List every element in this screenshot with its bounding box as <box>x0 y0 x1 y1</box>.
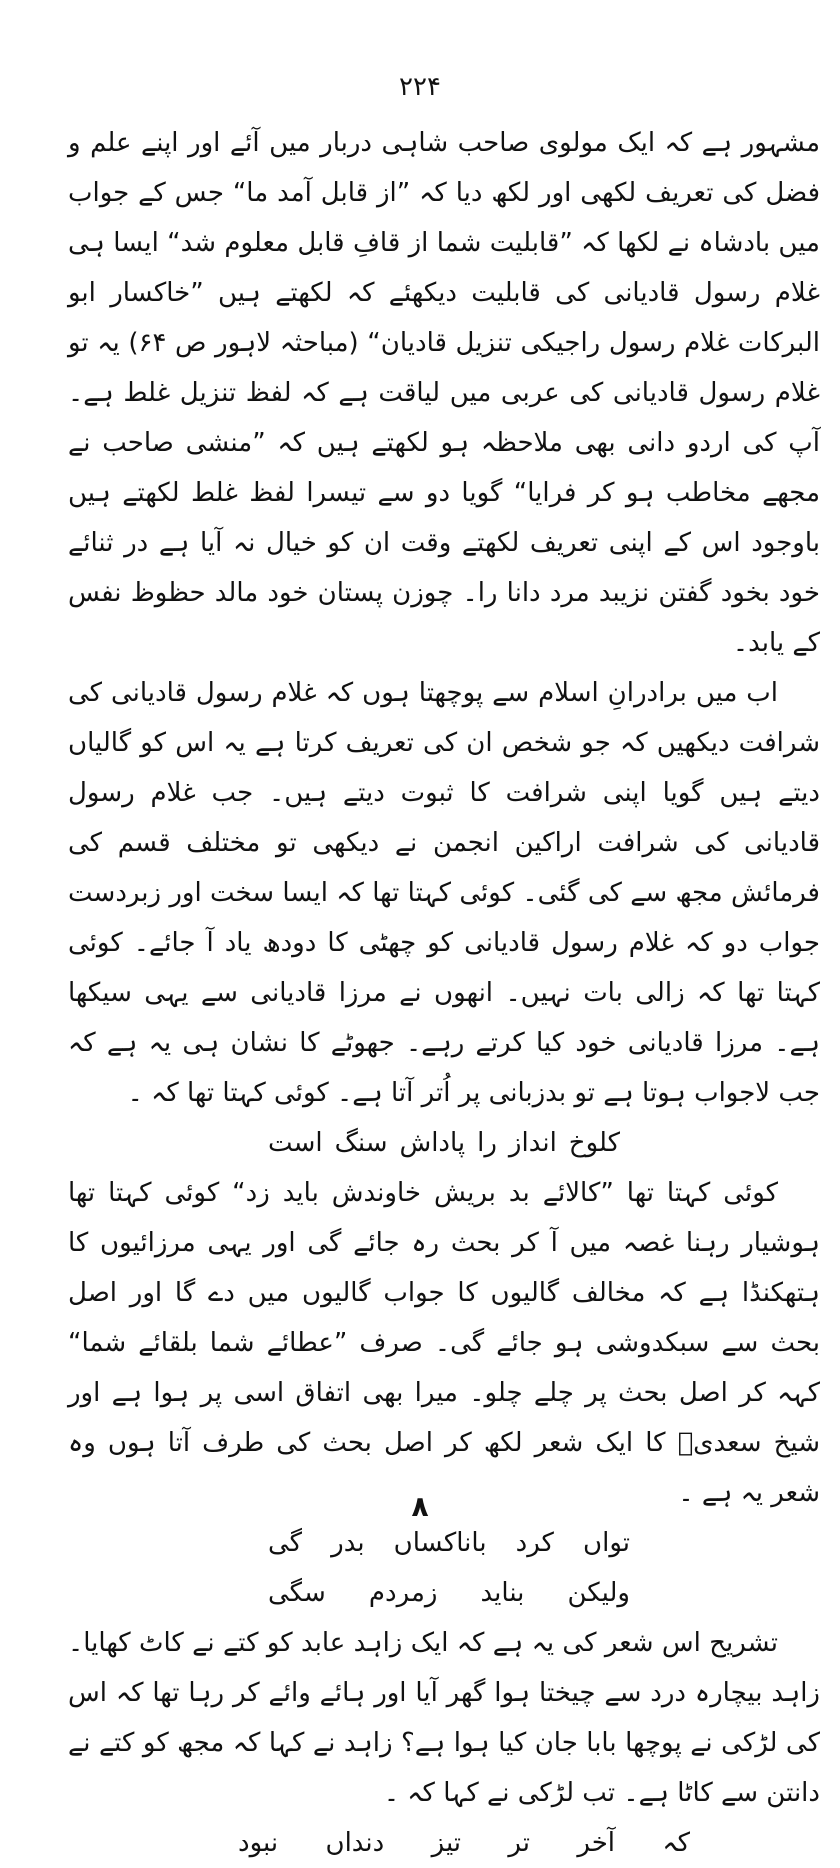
paragraph-3: کوئی کہتا تھا ”کالائے بد بریش خاوندش باید زد“ کوئی کہتا تھا ہوشیار رہنا غصہ میں آ کر بحث رہ جائے گی اور یہی مرزائیوں کا ہتھکنڈا ہے کہ مخالف گالیوں کا جواب گالیوں میں دے گا اور اصل بحث سے سبکدوشی ہو جائے گی۔ صرف ”عطائے شما بلقائے شما“ کہہ کر اصل بحث پر چلے چلو۔ میرا بھی اتفاق اسی پر ہوا ہے اور شیخ سعدیؒ کا ایک شعر لکھ کر اصل بحث کی طرف آتا ہوں وہ شعر یہ ہے ۔ <box>68 1178 820 1508</box>
footer-number: ۸ <box>411 1490 429 1523</box>
verse-word: انداز <box>508 1128 557 1158</box>
verse-line-1 <box>68 1118 820 1168</box>
verse-word: سنگ <box>334 1128 388 1158</box>
verse-word: بناید <box>480 1578 525 1608</box>
verse-word: کرد <box>515 1528 554 1558</box>
verse-word: پاداش <box>399 1128 466 1158</box>
verse-word: کہ <box>662 1828 690 1858</box>
paragraph-1: مشہور ہے کہ ایک مولوی صاحب شاہی دربار میں آئے اور اپنے علم و فضل کی تعریف لکھی اور لکھ دیا کہ ”از قابل آمد ما“ جس کے جواب میں بادشاہ نے لکھا کہ ”قابلیت شما از قافِ قابل معلوم شد“ ایسا ہی غلام رسول قادیانی کی قابلیت دیکھئے کہ لکھتے ہیں ”خاکسار ابو البرکات غلام رسول راجیکی تنزیل قادیان“ (مباحثہ لاہور ص ۶۴) یہ تو غلام رسول قادیانی کی عربی میں لیاقت ہے کہ لفظ تنزیل غلط ہے۔ آپ کی اردو دانی بھی ملاحظہ ہو لکھتے ہیں کہ ”منشی صاحب نے مجھے مخاطب ہو کر فرایا“ گویا دو سے تیسرا لفظ غلط لکھتے ہیں باوجود اس کے اپنی تعریف لکھتے وقت ان کو خیال نہ آیا ہے در ثنائے خود بخود گفتن نزیبد مرد دانا را۔ چوزن پستان خود مالد حظوظ نفس کے یابد۔ <box>68 128 820 658</box>
verse-word: آخر <box>577 1828 616 1858</box>
verse-word: زمردم <box>368 1578 438 1608</box>
verse-word: دنداں <box>325 1828 385 1858</box>
verse-word: ولیکن <box>567 1578 630 1608</box>
paragraph-2: اب میں برادرانِ اسلام سے پوچھتا ہوں کہ غلام رسول قادیانی کی شرافت دیکھیں کہ جو شخص ان کی تعریف کرتا ہے یہ اس کو گالیاں دیتے ہیں گویا اپنی شرافت کا ثبوت دیتے ہیں۔ جب غلام رسول قادیانی کی شرافت اراکین انجمن نے دیکھی تو مختلف قسم کی فرمائش مجھ سے کی گئی۔ کوئی کہتا تھا کہ ایسا سخت اور زبردست جواب دو کہ غلام رسول قادیانی کو چھٹی کا دودھ یاد آ جائے۔ کوئی کہتا تھا کہ زالی بات نہیں۔ انھوں نے مرزا قادیانی سے یہی سیکھا ہے۔ مرزا قادیانی خود کیا کرتے رہے۔ جھوٹے کا نشان ہی یہ ہے کہ جب لاجواب ہوتا ہے تو بدزبانی پر اُتر آتا ہے۔ کوئی کہتا تھا کہ ۔ <box>68 678 820 1108</box>
verse-word: تواں <box>583 1528 630 1558</box>
page-number: ۲۲۴ <box>399 72 441 102</box>
verse-word: تیز <box>431 1828 462 1858</box>
verse-word: کلوخ <box>568 1128 620 1158</box>
verse-line-3 <box>68 1568 820 1618</box>
verse-word: بدر <box>331 1528 365 1558</box>
verse-word: را <box>477 1128 497 1158</box>
verse-word: است <box>268 1128 323 1158</box>
verse-word: گی <box>268 1528 303 1558</box>
verse-word: باناکساں <box>393 1528 487 1558</box>
verse-word: نبود <box>238 1828 279 1858</box>
verse-line-2 <box>68 1518 820 1568</box>
verse-word: تر <box>508 1828 530 1858</box>
verse-word: سگی <box>268 1578 326 1608</box>
paragraph-4: تشریح اس شعر کی یہ ہے کہ ایک زاہد عابد کو کتے نے کاٹ کھایا۔ زاہد بیچارہ درد سے چیختا ہوا گھر آیا اور ہائے وائے کر رہا تھا کہ اس کی لڑکی نے پوچھا بابا جان کیا ہوا ہے؟ زاہد نے کہا کہ مجھ کو کتے نے دانتن سے کاٹا ہے۔ تب لڑکی نے کہا کہ ۔ <box>68 1628 820 1808</box>
verse-line-4 <box>68 1818 820 1868</box>
body-text <box>68 118 820 1868</box>
